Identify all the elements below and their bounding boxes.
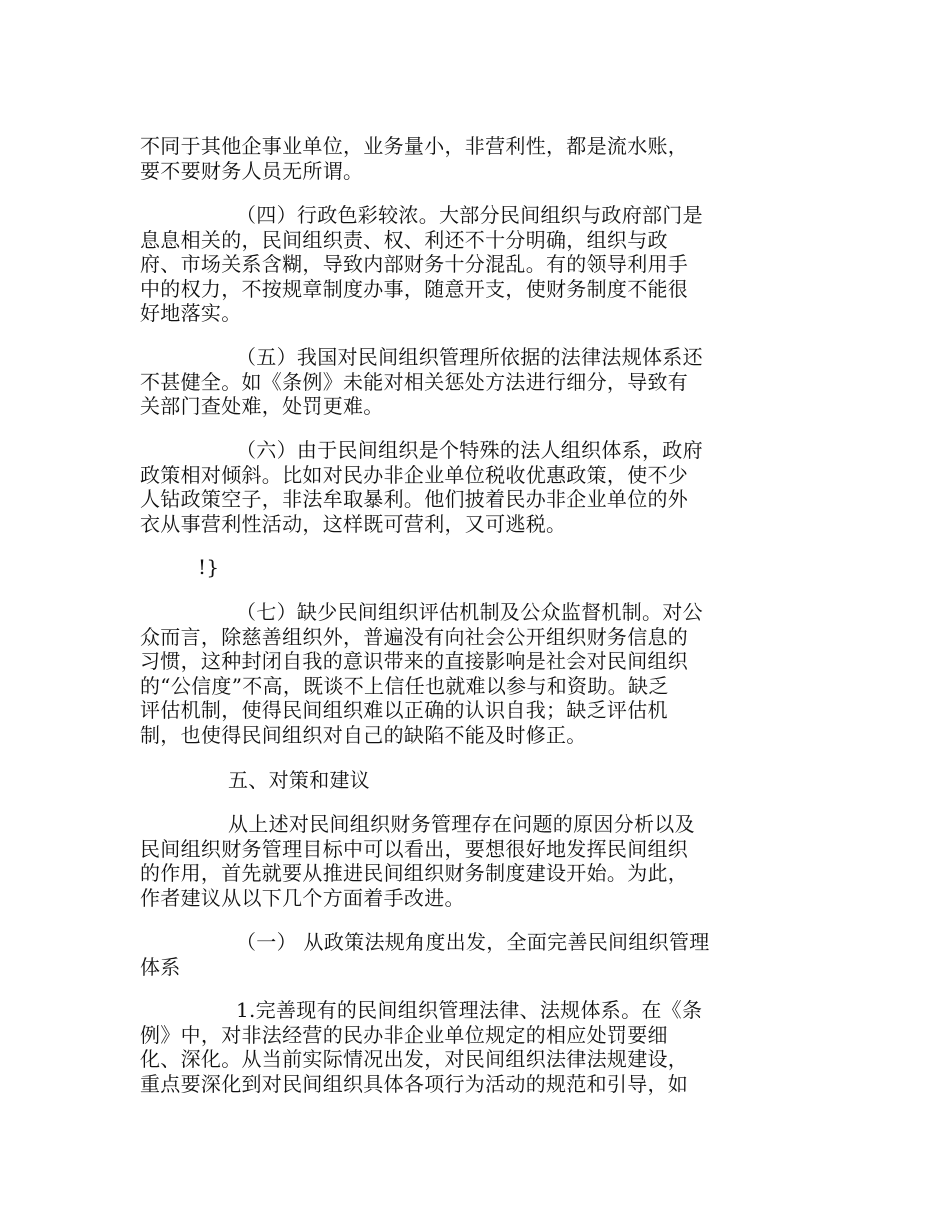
text-line: 重点要深化到对民间组织具体各项行为活动的规范和引导，如: [140, 1071, 689, 1096]
text-line: 人钻政策空子，非法牟取暴利。他们披着民办非企业单位的外: [140, 487, 689, 511]
subsection-heading: [140, 930, 740, 979]
text-line: 府、市场关系含糊，导致内部财务十分混乱。有的领导利用手: [140, 252, 689, 276]
text-line: 不同于其他企事业单位，业务量小，非营利性，都是流水账，: [140, 134, 689, 158]
text-line: （四）行政色彩较浓。大部分民间组织与政府部门是: [236, 203, 703, 227]
text-line: 衣从事营利性活动，这样既可营利，又可逃税。: [140, 511, 567, 536]
text-line: 五、对策和建议: [228, 768, 371, 792]
text-line: 从上述对民间组织财务管理存在问题的原因分析以及: [228, 812, 695, 836]
paragraph-seven: [140, 600, 740, 747]
text-line: 习惯，这种封闭自我的意识带来的直接影响是社会对民间组织: [140, 649, 689, 673]
paragraph-item-one: [140, 998, 740, 1096]
text-line: 例》中，对非法经营的民办非企业单位规定的相应处罚要细: [140, 1022, 668, 1047]
text-line: !}: [198, 555, 220, 579]
text-line: 的作用，首先就要从推进民间组织财务制度建设开始。为此，: [140, 861, 689, 885]
text-line: 作者建议从以下几个方面着手改进。: [140, 885, 465, 910]
text-line: 民间组织财务管理目标中可以看出，要想很好地发挥民间组织: [140, 836, 689, 861]
section-heading: [140, 768, 740, 793]
text-line: （六）由于民间组织是个特殊的法人组织体系，政府: [236, 438, 703, 462]
text-line: 体系: [140, 954, 181, 979]
stray-mark: [140, 555, 740, 580]
paragraph-six: [140, 438, 740, 536]
paragraph-intro: [140, 812, 740, 910]
paragraph-five: [140, 345, 740, 419]
text-line: 政策相对倾斜。比如对民办非企业单位税收优惠政策，使不少: [140, 462, 689, 487]
text-line: 好地落实。: [140, 301, 242, 325]
text-line: 关部门查处难，处罚更难。: [140, 394, 384, 418]
paragraph-four: [140, 203, 740, 326]
text-line: （一） 从政策法规角度出发，全面完善民间组织管理: [236, 930, 710, 954]
text-line: 的“公信度”不高，既谈不上信任也就难以参与和资助。缺乏: [140, 673, 669, 698]
text-line: 众而言，除慈善组织外，普遍没有向社会公开组织财务信息的: [140, 624, 689, 649]
text-line: 不甚健全。如《条例》未能对相关惩处方法进行细分，导致有: [140, 369, 689, 394]
text-line: 制，也使得民间组织对自己的缺陷不能及时修正。: [140, 722, 587, 747]
text-line: 1.完善现有的民间组织管理法律、法规体系。在《条: [236, 998, 703, 1022]
text-line: 息息相关的，民间组织责、权、利还不十分明确，组织与政: [140, 227, 668, 252]
text-line: 中的权力，不按规章制度办事，随意开支，使财务制度不能很: [140, 276, 689, 301]
text-line: 化、深化。从当前实际情况出发，对民间组织法律法规建设，: [140, 1047, 689, 1071]
text-line: （五）我国对民间组织管理所依据的法律法规体系还: [236, 345, 703, 369]
text-line: 评估机制，使得民间组织难以正确的认识自我；缺乏评估机: [140, 698, 668, 722]
paragraph-continuation: [140, 134, 740, 183]
text-line: （七）缺少民间组织评估机制及公众监督机制。对公: [236, 600, 703, 624]
text-line: 要不要财务人员无所谓。: [140, 158, 364, 183]
